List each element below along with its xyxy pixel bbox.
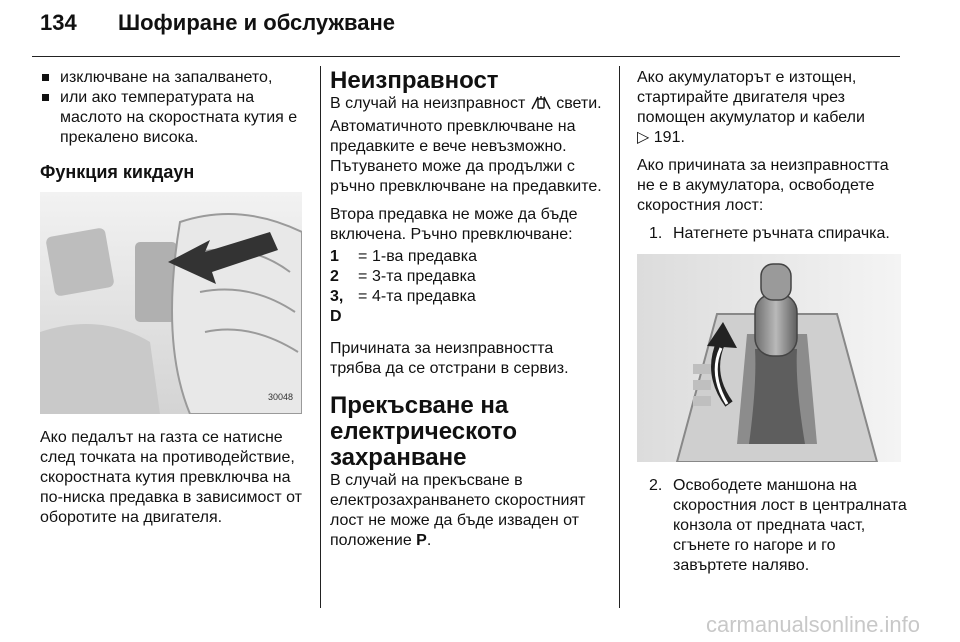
gearbox-warning-icon [530, 95, 552, 117]
kickdown-illustration [40, 192, 310, 420]
gear-key: 1 [330, 248, 339, 265]
step-item: 1. Натегнете ръчната спирачка. [649, 225, 890, 242]
header-rule [32, 56, 900, 57]
kickdown-heading: Функция кикдаун [40, 162, 195, 182]
kickdown-paragraph: Ако педалът на газта се натисне след точката на противодействие, скоростната кутия превключва на по-ниска предавка в зависимост от оборотите на двигателя. [40, 429, 302, 526]
battery-paragraph: Ако акумулаторът е изтощен, стартирайте двигателя чрез помощен акумулатор и кабели ▷ 191. [637, 69, 865, 146]
gear-lever-illustration [637, 254, 907, 468]
power-interruption-heading: Прекъсване на електрическото захранване [330, 392, 517, 471]
page-number: 134 [40, 10, 77, 35]
fault-paragraph: В случай на неизправност свети. Автоматичното превключване на предавките е вече невъзможно. Пътуването може да продължи с ръчно превключване на предавките. [330, 95, 602, 195]
gear-value: 4-та предавка [372, 288, 476, 305]
gear-eq: = [358, 268, 368, 285]
gear-eq: = [358, 248, 368, 265]
bullet-item: или ако температурата на маслото на скоростната кутия е прекалено висока. [40, 88, 310, 148]
gear-value: 1-ва предавка [372, 248, 477, 265]
gear-key: 3, D [330, 288, 344, 325]
power-interruption-paragraph: В случай на прекъсване в електрозахранването скоростният лост не може да бъде изваден от положение P. [330, 472, 586, 549]
bullet-item: изключване на запалването, [40, 68, 310, 88]
column-divider-2 [619, 66, 620, 608]
gear-eq: = [358, 288, 368, 305]
watermark: carmanualsonline.info [705, 612, 920, 637]
column-3 [637, 68, 907, 576]
figure-number: 30048 [268, 392, 294, 402]
gear-value: 3-та предавка [372, 268, 476, 285]
column-2 [330, 68, 605, 551]
column-divider-1 [320, 66, 321, 608]
fault-heading: Неизправност [330, 67, 499, 94]
release-paragraph: Ако причината за неизправността не е в акумулатора, освободете скоростния лост: [637, 157, 889, 214]
page-header [40, 10, 395, 36]
column-1 [40, 68, 310, 528]
service-paragraph: Причината за неизправността трябва да се отстрани в сервиз. [330, 340, 569, 377]
second-gear-paragraph: Втора предавка не може да бъде включена. Ръчно превключване: [330, 206, 578, 243]
step-item: 2. Освободете маншона на скоростния лост в централната конзола от предната част, сгънете го нагоре и го завъртете наляво. [649, 477, 907, 574]
page-title: Шофиране и обслужване [118, 10, 396, 35]
gear-table [330, 247, 605, 327]
page-reference-icon: ▷ [637, 129, 650, 146]
gear-key: 2 [330, 268, 339, 285]
